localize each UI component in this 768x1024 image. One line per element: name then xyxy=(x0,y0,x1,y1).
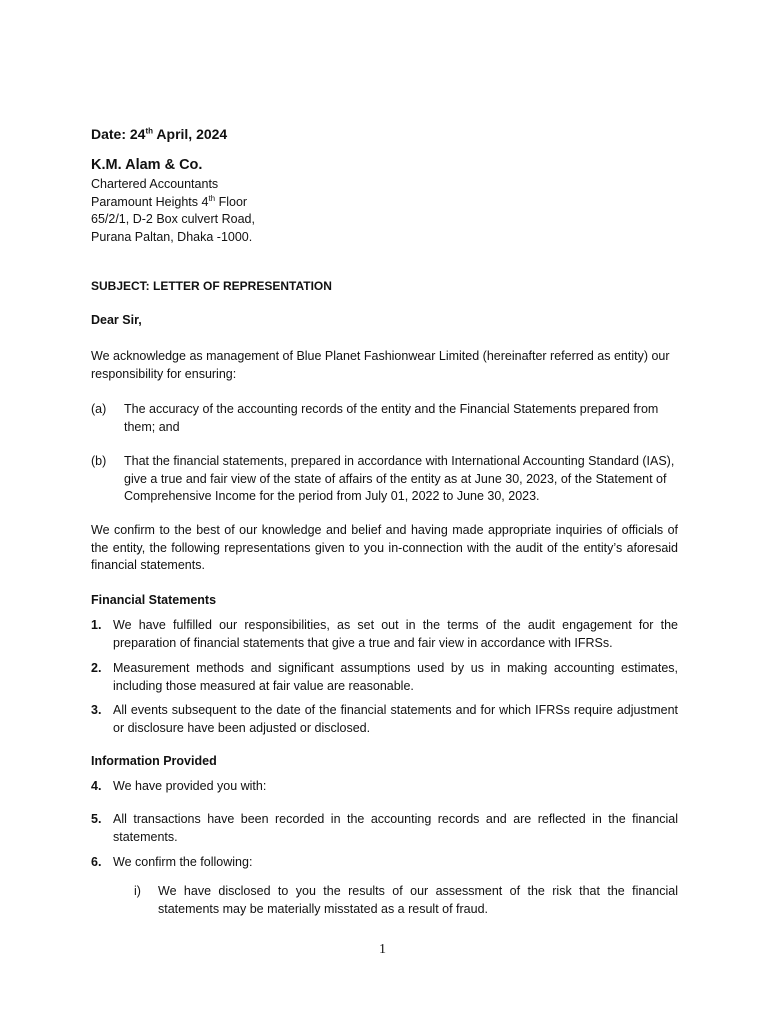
list-item xyxy=(134,883,678,918)
confirm-paragraph: We confirm to the best of our knowledge and belief and having made appropriate inquiries of officials of the entity, the following representations given to you in-connection with the audit of the entity’s aforesaid financial statements. xyxy=(91,523,678,572)
address-line: Purana Paltan, Dhaka -1000. xyxy=(91,229,253,244)
list-marker: 6. xyxy=(91,855,102,869)
list-item-text: We have disclosed to you the results of our assessment of the risk that the financial statements may be materially misstated as a result of fraud. xyxy=(158,884,678,916)
list-item xyxy=(91,617,678,652)
section-heading-information-provided: Information Provided xyxy=(91,754,217,768)
address-line: 65/2/1, D-2 Box culvert Road, xyxy=(91,212,255,226)
letter-subject: SUBJECT: LETTER OF REPRESENTATION xyxy=(91,279,332,293)
list-item xyxy=(91,854,678,872)
list-marker: i) xyxy=(134,884,141,898)
list-item-text: We have fulfilled our responsibilities, as set out in the terms of the audit engagement for the preparation of financial statements that give a true and fair view in accordance with IFRSs. xyxy=(113,618,678,650)
letter-date xyxy=(91,126,227,142)
list-item-text: The accuracy of the accounting records of the entity and the Financial Statements prepared from them; and xyxy=(124,402,659,434)
list-item-text: All transactions have been recorded in the accounting records and are reflected in the financial statements. xyxy=(113,812,678,844)
list-item-text: We confirm the following: xyxy=(113,855,253,869)
list-marker: 1. xyxy=(91,618,102,632)
address-superscript: th xyxy=(208,193,216,203)
section-heading-financial-statements: Financial Statements xyxy=(91,593,217,607)
date-text: Date: 24 xyxy=(91,126,146,142)
list-item-text: All events subsequent to the date of the financial statements and for which IFRSs require adjustment or disclosure have been adjusted or disclosed. xyxy=(113,703,678,735)
list-item xyxy=(91,702,678,737)
date-text-suffix: April, 2024 xyxy=(153,126,228,142)
address-line-text: Paramount Heights 4 xyxy=(91,194,209,209)
address-line xyxy=(91,194,255,212)
date-superscript: th xyxy=(145,126,154,136)
address-line-text-suffix: Floor xyxy=(215,194,248,209)
list-item xyxy=(91,811,678,846)
recipient-firm-name: K.M. Alam & Co. xyxy=(91,157,203,173)
list-item xyxy=(91,660,678,695)
intro-paragraph: We acknowledge as management of Blue Planet Fashionwear Limited (hereinafter referred as entity) our responsibility for ensuring: xyxy=(91,349,670,381)
list-marker: 2. xyxy=(91,661,102,675)
list-marker: 5. xyxy=(91,812,102,826)
salutation: Dear Sir, xyxy=(91,313,142,327)
list-item xyxy=(91,401,678,436)
list-item-text: Measurement methods and significant assumptions used by us in making accounting estimates, including those measured at fair value are reasonable. xyxy=(113,661,678,693)
page-number: 1 xyxy=(379,942,386,957)
list-marker: 3. xyxy=(91,703,102,717)
list-marker: (b) xyxy=(91,454,107,468)
list-marker: 4. xyxy=(91,779,102,793)
list-item-text: That the financial statements, prepared in accordance with International Accounting Standard (IAS), give a true and fair view of the state of affairs of the entity as at June 30, 2023, of the Statement of Comprehensive Income for the period from July 01, 2022 to June 30, 2023. xyxy=(124,454,675,503)
list-item-text: We have provided you with: xyxy=(113,779,267,793)
address-line: Chartered Accountants xyxy=(91,177,219,191)
list-item xyxy=(91,453,678,506)
list-item xyxy=(91,778,678,796)
recipient-address xyxy=(91,176,255,246)
list-marker: (a) xyxy=(91,402,107,416)
